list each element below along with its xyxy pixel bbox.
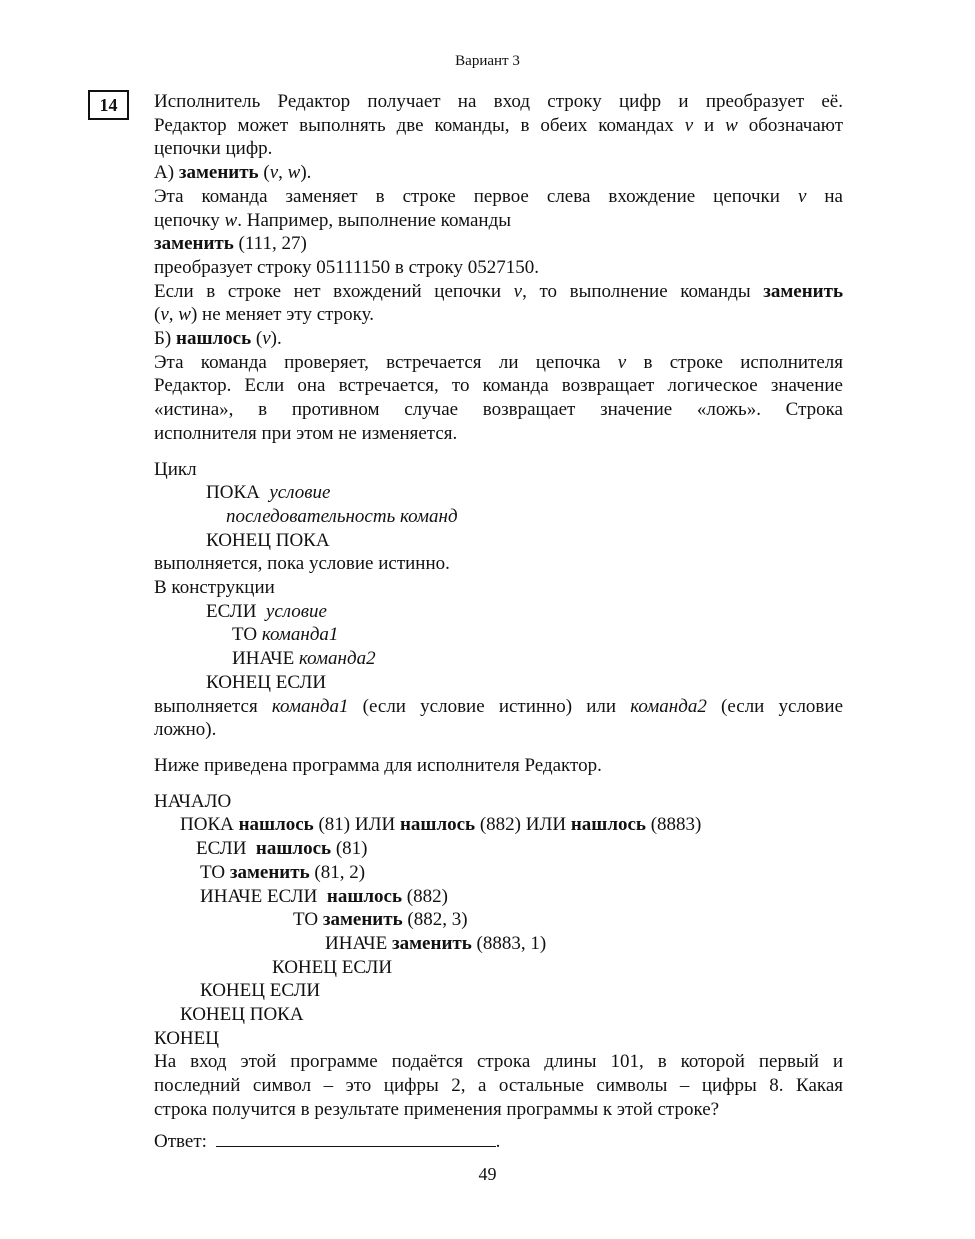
command-name: нашлось — [326, 885, 403, 907]
command-b-desc-3: «истина», в противном случае возвращает значение «ложь». Строка — [154, 399, 843, 421]
keyword: ЕСЛИ — [196, 838, 252, 860]
command: команда1 — [271, 695, 349, 717]
text: Эта команда заменяет в строке первое слева вхождение цепочки — [154, 185, 798, 207]
var-v: v — [513, 280, 523, 302]
task-number-box: 14 — [88, 90, 129, 120]
command-name: заменить — [763, 280, 843, 302]
text: в строке исполнителя — [626, 351, 843, 373]
loop-while-line — [154, 481, 843, 505]
command-a-desc-3 — [154, 280, 843, 304]
command: команда2 — [298, 648, 376, 670]
program-end-if-outer: КОНЕЦ ЕСЛИ — [200, 980, 321, 1002]
punct: , — [278, 162, 288, 184]
page-number: 49 — [478, 1164, 497, 1184]
text: (если условие — [706, 695, 844, 717]
loop-desc: выполняется, пока условие истинно. — [154, 553, 450, 575]
keyword: ИНАЧЕ — [325, 932, 392, 954]
label: Б) — [154, 328, 176, 350]
var-v: v — [797, 185, 807, 207]
args: (8883, 1) — [471, 932, 547, 954]
keyword: ИНАЧЕ ЕСЛИ — [200, 885, 323, 907]
text: ) не меняет эту строку. — [190, 304, 374, 326]
command-b-desc-1 — [154, 351, 843, 375]
args: (8883) — [645, 814, 702, 836]
command-a-desc-4 — [154, 303, 843, 327]
text: выполняется — [154, 695, 272, 717]
condition: условие — [269, 482, 331, 504]
task-body — [154, 90, 843, 1153]
condition: условие — [265, 600, 327, 622]
keyword: ПОКА — [180, 814, 239, 836]
program-then-2 — [154, 908, 843, 932]
punct: ). — [300, 162, 312, 184]
intro-text: и — [693, 114, 726, 136]
var-v: v — [262, 328, 271, 350]
program-else-if — [154, 885, 843, 909]
intro-text: обозначают — [737, 114, 844, 136]
intro-line-1: Исполнитель Редактор получает на вход строку цифр и преобразует её. — [154, 91, 843, 112]
command-a-example — [154, 232, 843, 256]
program-then — [154, 861, 843, 885]
loop-end-line: КОНЕЦ ПОКА — [206, 529, 330, 551]
keyword: ТО — [200, 861, 230, 883]
program-listing — [154, 790, 843, 1051]
command-name: нашлось — [238, 814, 314, 836]
question-line-3: строка получится в результате применения программы к этой строке? — [154, 1098, 720, 1120]
answer-label: Ответ: — [154, 1130, 207, 1152]
keyword: ПОКА — [206, 482, 260, 504]
intro-line-2 — [154, 114, 843, 138]
program-end: КОНЕЦ — [154, 1027, 219, 1049]
loop-body: последовательность команд — [226, 505, 458, 527]
args: (81) ИЛИ — [313, 814, 400, 836]
args: (882) ИЛИ — [475, 814, 571, 836]
punct: ( — [154, 304, 161, 326]
program-end-while: КОНЕЦ ПОКА — [180, 1004, 304, 1026]
command-name: нашлось — [399, 814, 476, 836]
text: . Например, выполнение команды — [237, 209, 512, 231]
text: Эта команда проверяет, встречается ли цепочка — [154, 351, 618, 373]
args: (111, 27) — [233, 233, 307, 255]
var-w: w — [224, 209, 238, 231]
command-name: заменить — [229, 861, 310, 883]
command-name: заменить — [154, 233, 234, 255]
punct: ( — [258, 162, 270, 184]
text: (если условие истинно) или — [348, 695, 631, 717]
intro-text: Редактор может выполнять две команды, в обеих командах — [154, 114, 685, 136]
args: (882, 3) — [402, 909, 468, 931]
command-b-desc-4: исполнителя при этом не изменяется. — [154, 422, 458, 444]
branch-title: В конструкции — [154, 577, 275, 599]
program-intro: Ниже приведена программа для исполнителя Редактор. — [154, 754, 602, 776]
var-v: v — [684, 114, 694, 136]
variant-header: Вариант 3 — [455, 53, 520, 69]
punct: ( — [251, 328, 263, 350]
program-if — [154, 837, 843, 861]
punct: , — [168, 304, 179, 326]
keyword: ТО — [232, 624, 262, 646]
args: (882) — [402, 885, 448, 907]
program-end-if-inner: КОНЕЦ ЕСЛИ — [272, 956, 393, 978]
question-line-2: последний символ – это цифры 2, а остальные символы – цифры 8. Какая — [154, 1075, 843, 1097]
text: цепочку — [154, 209, 225, 231]
text: на — [806, 185, 843, 207]
keyword: ИНАЧЕ — [232, 648, 299, 670]
command-name: нашлось — [570, 814, 646, 836]
answer-blank-line[interactable] — [216, 1128, 496, 1147]
command-name: заменить — [391, 932, 472, 954]
branch-if-line — [154, 600, 843, 624]
command: команда1 — [261, 624, 339, 646]
var-v: v — [160, 304, 169, 326]
loop-body-line — [154, 505, 843, 529]
branch-then-line — [154, 623, 843, 647]
command-a-example-result: преобразует строку 05111150 в строку 0527150. — [154, 256, 540, 278]
args: (81) — [331, 838, 368, 860]
command-b-heading — [154, 327, 843, 351]
var-v: v — [269, 162, 279, 184]
punct: ). — [270, 328, 282, 350]
punct: . — [495, 1130, 501, 1152]
var-v: v — [617, 351, 627, 373]
command-b-desc-2: Редактор. Если она встречается, то команда возвращает логическое значение — [154, 375, 843, 397]
command-name: заменить — [178, 162, 259, 184]
question-line-1: На вход этой программе подаётся строка длины 101, в которой первый и — [154, 1051, 843, 1073]
command-name: нашлось — [255, 838, 332, 860]
command-a-desc-2 — [154, 209, 843, 233]
program-begin: НАЧАЛО — [154, 790, 232, 812]
branch-else-line — [154, 647, 843, 671]
text: Если в строке нет вхождений цепочки — [154, 280, 514, 302]
var-w: w — [725, 114, 738, 136]
loop-title: Цикл — [154, 458, 197, 480]
var-w: w — [287, 162, 301, 184]
answer-row — [154, 1128, 843, 1154]
branch-desc-1 — [154, 695, 843, 719]
label: А) — [154, 162, 179, 184]
intro-line-3: цепочки цифр. — [154, 138, 273, 160]
branch-desc-2: ложно). — [154, 719, 217, 741]
keyword: ТО — [293, 909, 323, 931]
command-name: заменить — [322, 909, 403, 931]
text: , то выполнение команды — [522, 280, 764, 302]
args: (81, 2) — [309, 861, 366, 883]
command-a-desc-1 — [154, 185, 843, 209]
command-name: нашлось — [176, 328, 252, 350]
program-else-2 — [154, 932, 843, 956]
command: команда2 — [630, 695, 707, 717]
keyword: ЕСЛИ — [206, 600, 257, 622]
branch-end-line: КОНЕЦ ЕСЛИ — [206, 671, 327, 693]
command-a-heading — [154, 161, 843, 185]
var-w: w — [178, 304, 191, 326]
program-while — [154, 813, 843, 837]
